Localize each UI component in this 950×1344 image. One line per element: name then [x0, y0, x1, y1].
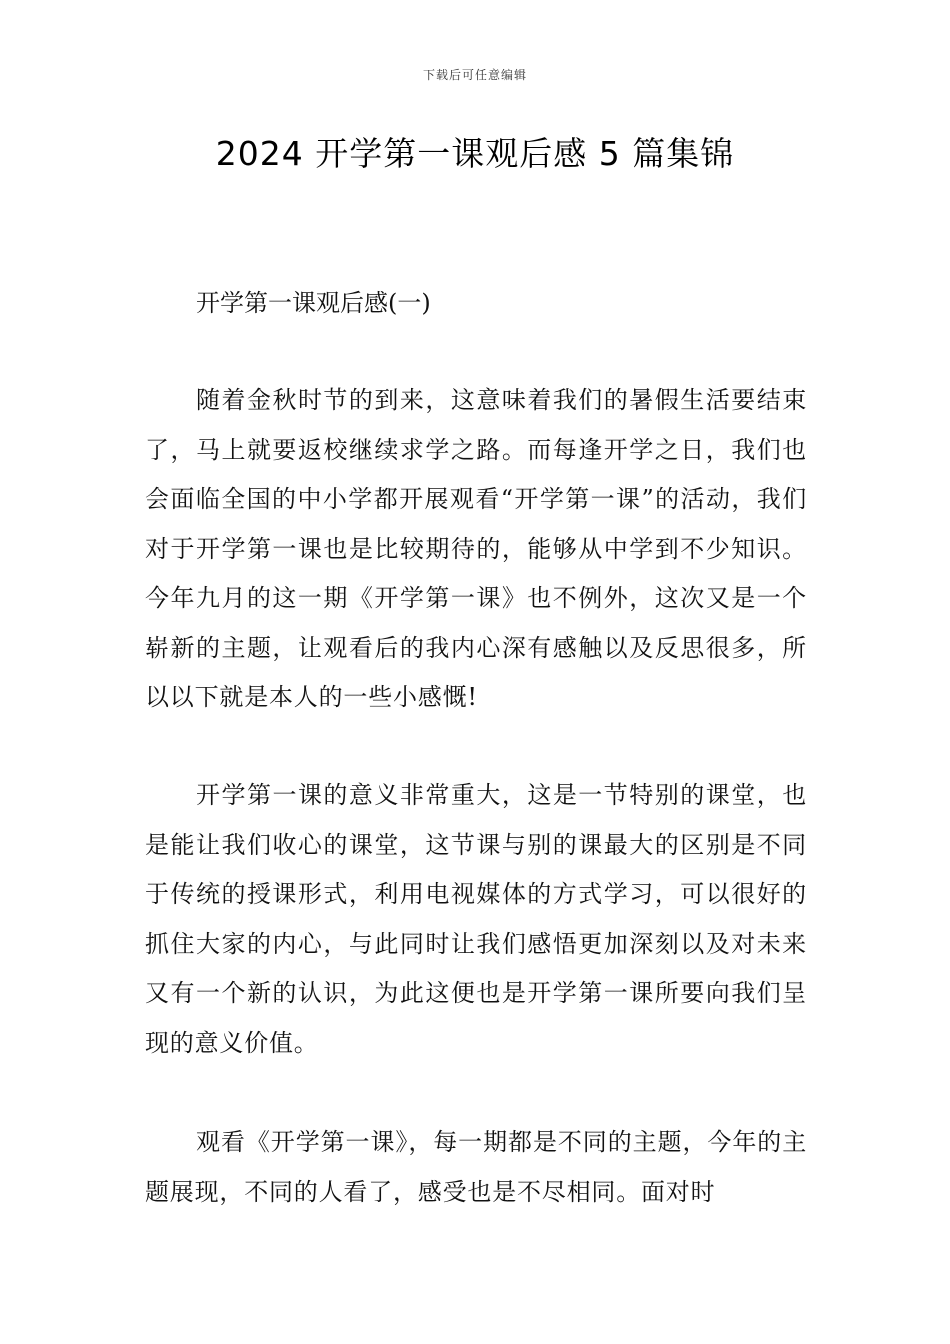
document-title: 2024 开学第一课观后感 5 篇集锦 — [215, 134, 735, 173]
paragraph: 随着金秋时节的到来，这意味着我们的暑假生活要结束了，马上就要返校继续求学之路。而每逢开学之日，我们也会面临全国的中小学都开展观看“开学第一课”的活动，我们对于开学第一课也是比较期待的，能够从中学到不少知识。今年九月的这一期《开学第一课》也不例外，这次又是一个崭新的主题，让观看后的我内心深有感触以及反思很多，所以以下就是本人的一些小感慨! — [145, 386, 807, 711]
paragraph: 观看《开学第一课》，每一期都是不同的主题，今年的主题展现，不同的人看了，感受也是不尽相同。面对时 — [145, 1128, 807, 1206]
paragraph: 开学第一课的意义非常重大，这是一节特别的课堂，也是能让我们收心的课堂，这节课与别的课最大的区别是不同于传统的授课形式，利用电视媒体的方式学习，可以很好的抓住大家的内心，与此同时让我们感悟更加深刻以及对未来又有一个新的认识，为此这便也是开学第一课所要向我们呈现的意义价值。 — [145, 781, 807, 1057]
header-note: 下载后可任意编辑 — [422, 68, 527, 82]
section-heading: 开学第一课观后感(一) — [196, 289, 431, 317]
